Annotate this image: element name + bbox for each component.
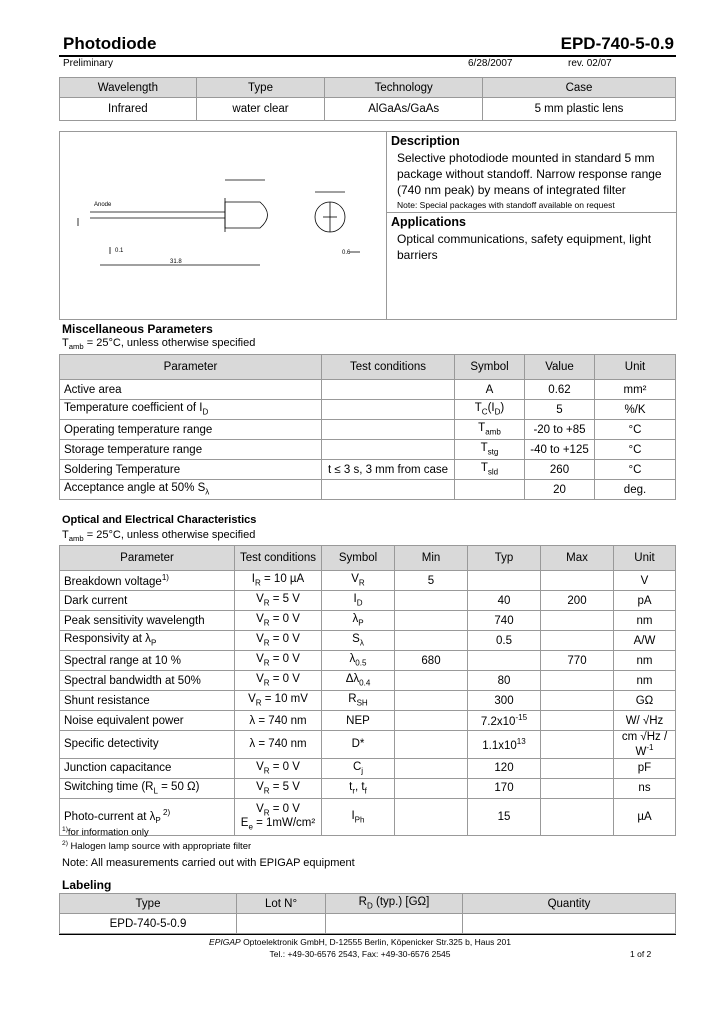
table-row: EPD-740-5-0.9: [60, 914, 676, 934]
description-box: [59, 131, 677, 320]
table-row: Noise equivalent power λ = 740 nm NEP $7.2x10^{-15}$ W/ √Hz: [60, 711, 676, 731]
table-row: Active area A 0.62 mm²: [60, 380, 676, 400]
dim-label: 0.1: [115, 248, 124, 254]
table-row: Acceptance angle at 50% $S_\lambda$ 20 deg.: [60, 480, 676, 500]
labeling-table: [59, 893, 676, 934]
summary-header: Case: [483, 78, 676, 98]
description-heading: Description: [391, 134, 460, 148]
status-label: Preliminary: [63, 58, 114, 69]
table-row: Storage temperature range $T_{stg}$ -40 to +125 °C: [60, 440, 676, 460]
description-note: Note: Special packages with standoff available on request: [387, 198, 676, 213]
table-row: Shunt resistance $V_R = 10$ mV $R_{SH}$ 300 GΩ: [60, 691, 676, 711]
optical-header: Max: [541, 546, 614, 571]
summary-header: Type: [196, 78, 325, 98]
footnote-1: $^{1)}$for information only: [62, 826, 149, 839]
optical-header: Min: [395, 546, 468, 571]
footnote-2: $^{2)}$ Halogen lamp source with appropriate filter: [62, 840, 252, 853]
labeling-header: $R_D$ (typ.) [GΩ]: [326, 894, 463, 914]
misc-condition: $T_{amb} = 25^\circ C$, unless otherwise specified: [62, 337, 256, 352]
table-row: Soldering Temperature t ≤ 3 s, 3 mm from case $T_{sld}$ 260 °C: [60, 460, 676, 480]
misc-header: Unit: [595, 355, 676, 380]
dim-label: 31.8: [170, 259, 182, 265]
page-title: Photodiode: [63, 34, 157, 53]
misc-header: Parameter: [60, 355, 322, 380]
optical-header: Typ: [468, 546, 541, 571]
misc-header: Value: [525, 355, 595, 380]
table-row: Photo-current at $\lambda_P$ $^{2)}$ $V_R = 0$ V $E_e = 1mW/cm^2$ $I_{Ph}$ 15 µA: [60, 798, 676, 835]
summary-header: Wavelength: [60, 78, 197, 98]
table-row: Specific detectivity λ = 740 nm D* $1.1x10^{13}$ cm $√Hz / W^{-1}$: [60, 731, 676, 759]
package-drawing: [60, 132, 387, 319]
footer-rule: [59, 934, 676, 935]
date-label: 6/28/2007: [468, 58, 513, 69]
applications-text: Optical communications, safety equipment, light barriers: [397, 232, 652, 262]
table-row: Junction capacitance $V_R = 0$ V $C_j$ 120 pF: [60, 758, 676, 778]
footer-contact: Tel.: +49-30-6576 2543, Fax: +49-30-6576 2545: [269, 949, 451, 959]
misc-header: Symbol: [455, 355, 525, 380]
description-panel: [387, 132, 676, 319]
footer-address: EPIGAP Optoelektronik GmbH, D-12555 Berlin, Köpenicker Str.325 b, Haus 201: [209, 937, 511, 947]
optical-header: Unit: [614, 546, 676, 571]
labeling-header: Type: [60, 894, 237, 914]
table-row: Spectral range at 10 % $V_R = 0$ V $\lambda_{0.5}$ 680 770 nm: [60, 651, 676, 671]
summary-cell: 5 mm plastic lens: [483, 98, 676, 121]
summary-header: Technology: [325, 78, 483, 98]
optical-header: Parameter: [60, 546, 235, 571]
table-row: Operating temperature range $T_{amb}$ -20 to +85 °C: [60, 420, 676, 440]
labeling-heading: Labeling: [62, 878, 112, 892]
page-number: 1 of 2: [630, 949, 652, 959]
optical-header: Symbol: [322, 546, 395, 571]
anode-label: Anode: [94, 202, 112, 208]
revision-label: rev. 02/07: [568, 58, 612, 69]
misc-header: Test conditions: [322, 355, 455, 380]
labeling-header: Lot N°: [237, 894, 326, 914]
table-row: Responsivity at $\lambda_P$ $V_R = 0$ V $S_\lambda$ 0.5 A/W: [60, 631, 676, 651]
header-rule: [59, 55, 676, 57]
package-drawing-svg: [60, 132, 386, 319]
table-row: Peak sensitivity wavelength $V_R = 0$ V $\lambda_P$ 740 nm: [60, 611, 676, 631]
summary-cell: Infrared: [60, 98, 197, 121]
part-number: EPD-740-5-0.9: [560, 34, 674, 53]
table-row: Dark current $V_R = 5$ V $I_D$ 40 200 pA: [60, 591, 676, 611]
misc-heading: Miscellaneous Parameters: [62, 322, 213, 336]
applications-heading: Applications: [391, 215, 467, 229]
optical-heading: Optical and Electrical Characteristics: [62, 514, 257, 526]
measurement-note: Note: All measurements carried out with EPIGAP equipment: [62, 857, 355, 869]
description-text: Selective photodiode mounted in standard 5 mm package without standoff. Narrow response range (740 nm peak) by means of integrated filter: [397, 151, 662, 197]
summary-cell: AlGaAs/GaAs: [325, 98, 483, 121]
table-row: Spectral bandwidth at 50% $V_R = 0$ V $\Delta\lambda_{0.4}$ 80 nm: [60, 671, 676, 691]
table-row: Breakdown voltage$^{1)}$ $I_R = 10$ µA $V_R$ 5 V: [60, 571, 676, 591]
summary-table: [59, 77, 676, 121]
labeling-header: Quantity: [463, 894, 676, 914]
optical-table: [59, 545, 676, 839]
dim-label: 0.6: [342, 250, 351, 256]
summary-cell: water clear: [196, 98, 325, 121]
optical-header: Test conditions: [235, 546, 322, 571]
table-row: Temperature coefficient of $I_D$ $T_C(I_D)$ 5 %/K: [60, 400, 676, 420]
misc-table: [59, 354, 676, 500]
optical-condition: $T_{amb} = 25^\circ C$, unless otherwise specified: [62, 529, 256, 544]
table-row: Switching time ($R_L = 50$ Ω) $V_R = 5$ V $t_r$, $t_f$ 170 ns: [60, 778, 676, 798]
